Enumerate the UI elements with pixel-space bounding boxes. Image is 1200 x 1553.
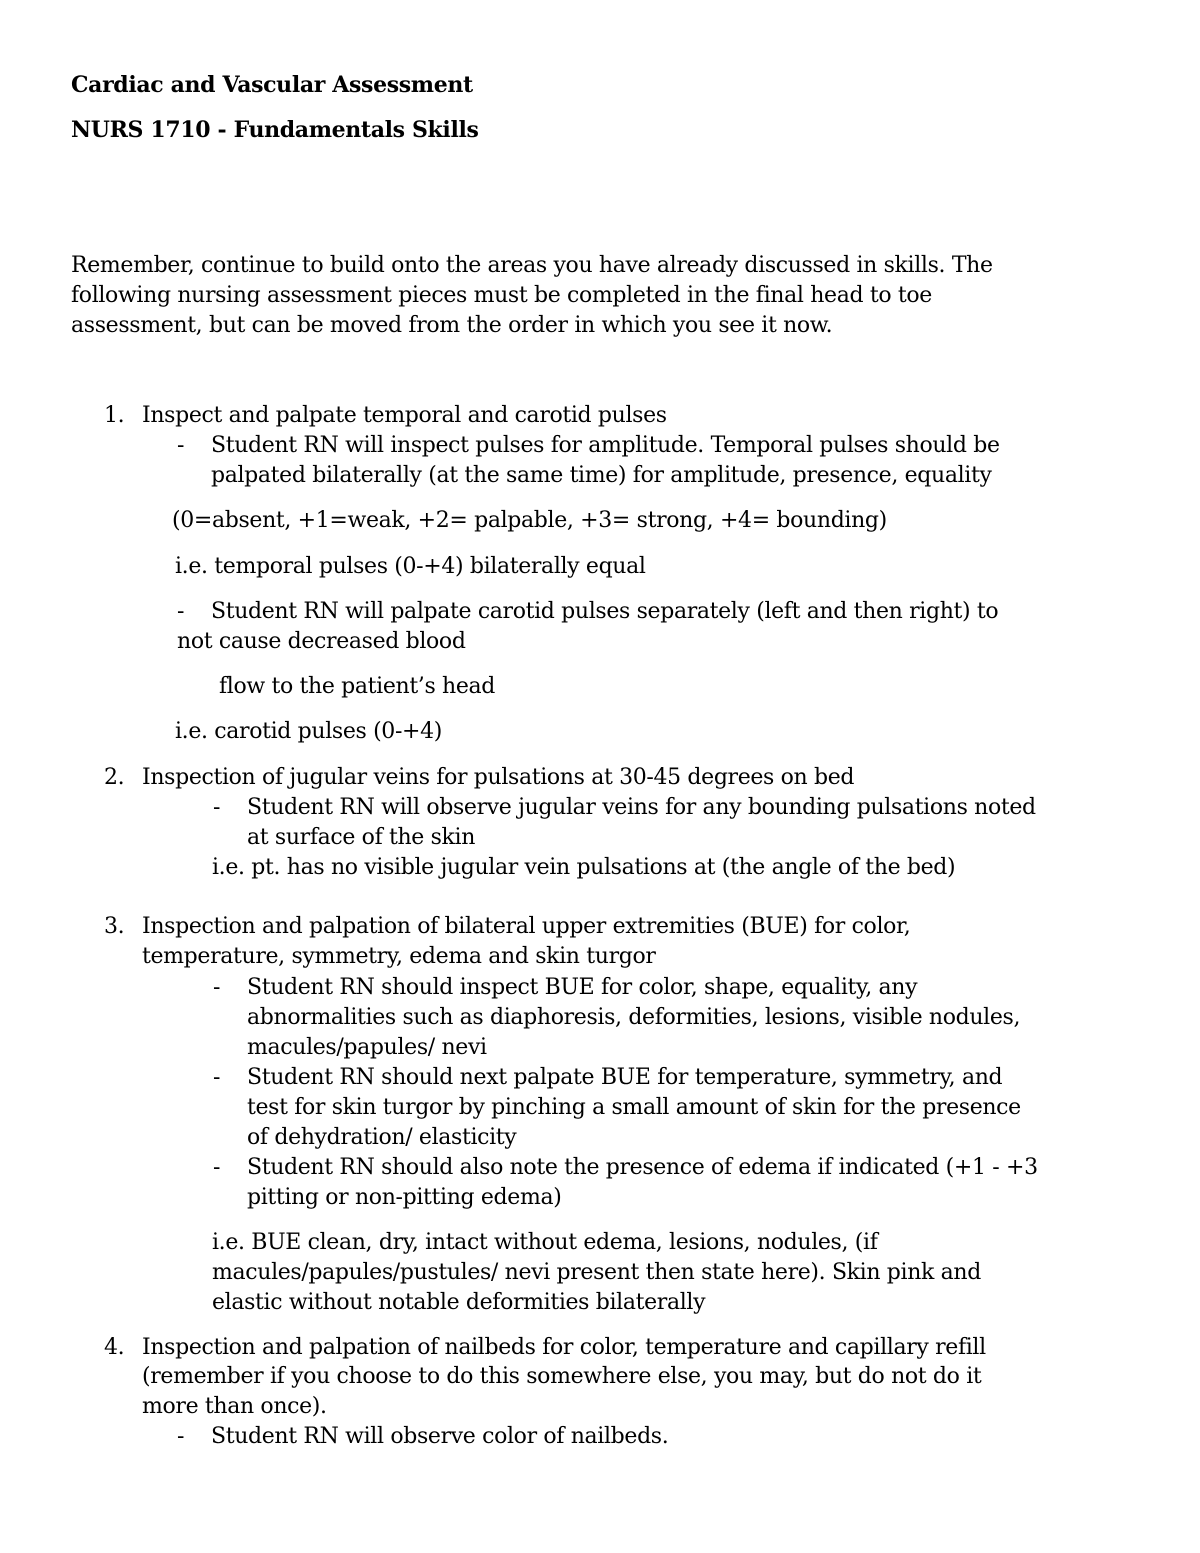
bullet-text: of dehydration/ elasticity [247,1125,517,1150]
bullet-dash: - [177,1424,185,1449]
intro-line: Remember, continue to build onto the areas you have already discussed in skills. The [71,253,993,278]
item-title: Inspection and palpation of nailbeds for color, temperature and capillary refill [142,1335,986,1360]
example-text: macules/papules/pustules/ nevi present then state here). Skin pink and [212,1260,981,1285]
intro-line: assessment, but can be moved from the order in which you see it now. [71,313,833,338]
bullet-text: pitting or non-pitting edema) [247,1185,562,1210]
bullet-dash: - [213,1065,221,1090]
item-title: more than once). [142,1394,327,1419]
bullet-dash: - [213,975,221,1000]
bullet-dash: - [213,1155,221,1180]
example-text: i.e. temporal pulses (0-+4) bilaterally equal [175,554,646,579]
bullet-text: Student RN will inspect pulses for amplitude. Temporal pulses should be [211,433,1000,458]
bullet-text: test for skin turgor by pinching a small amount of skin for the presence [247,1095,1021,1120]
item-title: (remember if you choose to do this somewhere else, you may, but do not do it [142,1364,982,1389]
item-title: Inspection and palpation of bilateral upper extremities (BUE) for color, [142,914,911,939]
bullet-text: not cause decreased blood [177,629,466,654]
bullet-text: abnormalities such as diaphoresis, deformities, lesions, visible nodules, [247,1005,1021,1030]
bullet-text: Student RN should also note the presence of edema if indicated (+1 - +3 [247,1155,1038,1180]
item-number: 4. [104,1335,125,1360]
example-text: i.e. pt. has no visible jugular vein pulsations at (the angle of the bed) [212,855,956,880]
item-title: Inspect and palpate temporal and carotid pulses [142,403,667,428]
bullet-text: Student RN should inspect BUE for color, shape, equality, any [247,975,918,1000]
pulse-scale: (0=absent, +1=weak, +2= palpable, +3= strong, +4= bounding) [172,508,887,533]
item-number: 1. [104,403,125,428]
document-title: Cardiac and Vascular Assessment [71,72,473,98]
item-number: 3. [104,914,125,939]
bullet-text: flow to the patient’s head [219,674,496,699]
item-title: Inspection of jugular veins for pulsations at 30-45 degrees on bed [142,765,855,790]
bullet-dash: - [177,599,185,624]
bullet-text: Student RN will observe jugular veins for any bounding pulsations noted [247,795,1036,820]
bullet-text: palpated bilaterally (at the same time) for amplitude, presence, equality [211,463,992,488]
bullet-text: at surface of the skin [247,825,476,850]
bullet-text: Student RN will palpate carotid pulses separately (left and then right) to [211,599,999,624]
bullet-dash: - [177,433,185,458]
item-title: temperature, symmetry, edema and skin turgor [142,944,656,969]
intro-line: following nursing assessment pieces must be completed in the final head to toe [71,283,932,308]
bullet-text: macules/papules/ nevi [247,1035,487,1060]
example-text: elastic without notable deformities bilaterally [212,1290,706,1315]
bullet-text: Student RN will observe color of nailbeds. [211,1424,669,1449]
example-text: i.e. BUE clean, dry, intact without edema, lesions, nodules, (if [212,1230,878,1255]
bullet-dash: - [213,795,221,820]
course-title: NURS 1710 - Fundamentals Skills [71,117,479,143]
example-text: i.e. carotid pulses (0-+4) [175,719,442,744]
bullet-text: Student RN should next palpate BUE for temperature, symmetry, and [247,1065,1003,1090]
item-number: 2. [104,765,125,790]
